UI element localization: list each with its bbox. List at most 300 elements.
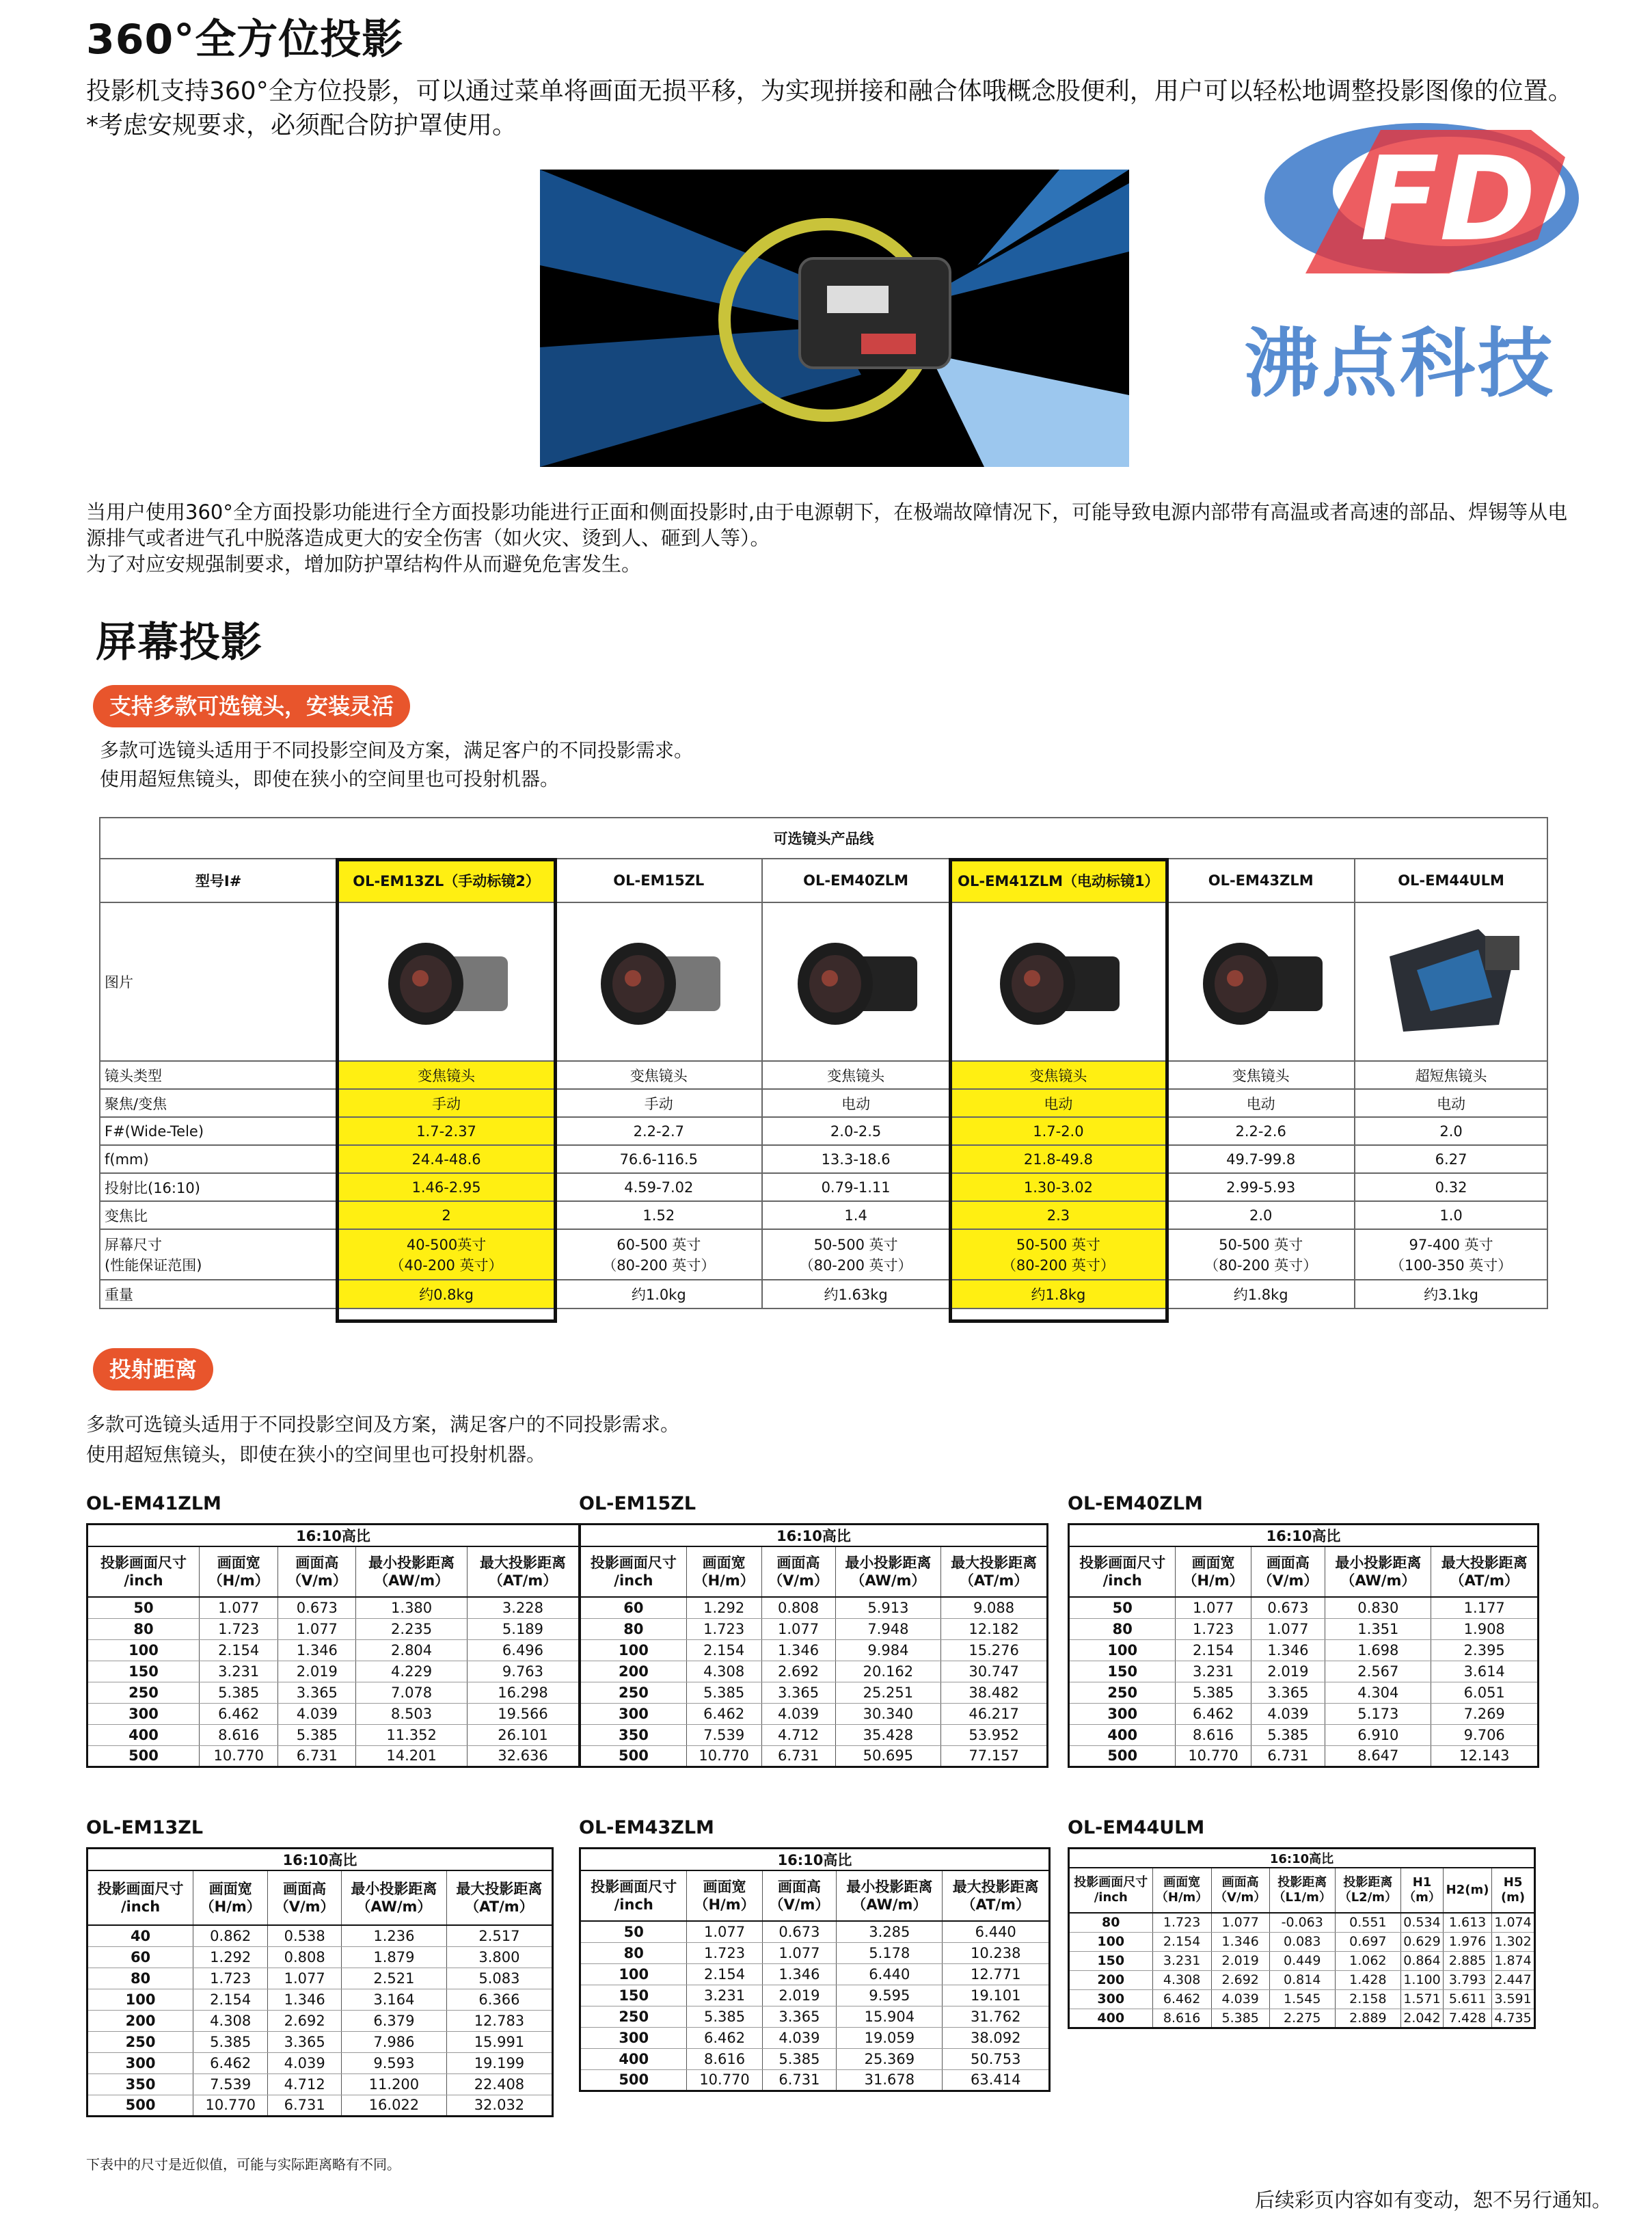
value-cell: 1.346 (268, 1989, 342, 2010)
column-header-line-1: 最大投影距离 (951, 1555, 1038, 1571)
column-header (268, 1870, 342, 1925)
value-cell: 1.723 (686, 1618, 761, 1639)
value-cell: 0.673 (762, 1921, 837, 1942)
screen-size-range: （80-200 英寸） (1204, 1257, 1318, 1274)
value-cell: 19.566 (467, 1703, 579, 1724)
column-header (943, 1870, 1050, 1921)
column-header-line-2: /inch (124, 1572, 163, 1589)
value-cell: 2.395 (1431, 1639, 1539, 1661)
weight-value: 约1.0kg (556, 1280, 762, 1308)
distance-table-title: OL-EM43ZLM (579, 1817, 714, 1838)
value-cell: 4.308 (193, 2010, 268, 2031)
value-cell: 3.231 (687, 1985, 762, 2006)
spec-label-6: 变焦比 (100, 1201, 337, 1229)
screen-size-label-1: 屏幕尺寸 (105, 1237, 162, 1253)
value-cell: 5.189 (467, 1618, 579, 1639)
screen-size-cell: 100 (580, 1963, 687, 1985)
spec-value: 2.0 (1167, 1201, 1355, 1229)
value-cell: 1.346 (761, 1639, 835, 1661)
value-cell: 3.228 (467, 1597, 579, 1618)
screen-size-cell: 40 (87, 1925, 193, 1946)
screen-size-value (556, 1229, 762, 1280)
distance-table-title: OL-EM44ULM (1068, 1817, 1205, 1838)
column-header-line-1: 画面宽 (1191, 1555, 1235, 1571)
distance-table-title: OL-EM41ZLM (86, 1493, 221, 1514)
value-cell: 10.770 (193, 2095, 268, 2116)
column-header-line-2: （AT/m） (1450, 1572, 1519, 1589)
value-cell: 38.482 (941, 1682, 1048, 1703)
ratio-header: 16:10高比 (580, 1525, 1048, 1547)
value-cell: 5.385 (762, 2048, 837, 2069)
value-cell: 50.695 (835, 1745, 941, 1767)
value-cell: 5.385 (687, 2006, 762, 2027)
screen-size-main: 97-400 英寸 (1409, 1237, 1493, 1253)
value-cell: 2.154 (686, 1639, 761, 1661)
lens-photo-cell-1 (337, 902, 556, 1061)
ratio-header: 16:10高比 (1069, 1849, 1535, 1868)
safety-note-2: 源排气或者进气孔中脱落造成更大的安全伤害（如火灾、烫到人、砸到人等）。 (86, 526, 770, 550)
value-cell: 4.735 (1492, 2009, 1535, 2028)
column-header-line-1: 画面高 (777, 1879, 821, 1895)
screen-size-cell: 200 (580, 1661, 687, 1682)
screen-size-cell: 400 (1069, 2009, 1153, 2028)
spec-value: 2.99-5.93 (1167, 1173, 1355, 1201)
safety-notes (86, 499, 1624, 577)
value-cell: 1.302 (1492, 1932, 1535, 1951)
column-header (1335, 1868, 1400, 1913)
value-cell: 6.462 (686, 1703, 761, 1724)
column-header-line-1: 投影画面尺寸 (100, 1555, 187, 1571)
screen-size-cell: 80 (1069, 1618, 1176, 1639)
value-cell: 1.077 (687, 1921, 762, 1942)
value-cell: 1.879 (341, 1946, 446, 1968)
value-cell: 1.380 (356, 1597, 468, 1618)
screen-size-main: 50-500 英寸 (813, 1237, 898, 1253)
screen-size-cell: 300 (580, 1703, 687, 1724)
lens-photo-cell-6 (1355, 902, 1547, 1061)
value-cell: 2.521 (341, 1968, 446, 1989)
value-cell: 0.864 (1400, 1951, 1443, 1970)
column-header (761, 1546, 835, 1597)
spec-value: 超短焦镜头 (1355, 1061, 1547, 1089)
value-cell: 5.385 (193, 2031, 268, 2052)
column-header-line-2: （m） (1403, 1890, 1441, 1905)
value-cell: 5.611 (1444, 1989, 1492, 2009)
value-cell: 6.366 (446, 1989, 552, 2010)
column-header (1269, 1868, 1335, 1913)
column-header-line-2: （V/m） (769, 1896, 830, 1913)
value-cell: 6.462 (199, 1703, 277, 1724)
column-header-line-1: 画面高 (283, 1881, 327, 1897)
value-cell: 7.428 (1444, 2009, 1492, 2028)
screen-size-cell: 100 (1069, 1932, 1153, 1951)
spec-value: 6.27 (1355, 1145, 1547, 1173)
screen-size-cell: 50 (87, 1597, 200, 1618)
value-cell: 6.731 (761, 1745, 835, 1767)
lens-photo-cell-2 (556, 902, 762, 1061)
value-cell: 4.712 (268, 2073, 342, 2095)
spec-value: 1.30-3.02 (950, 1173, 1167, 1201)
value-cell: 2.154 (1152, 1932, 1211, 1951)
value-cell: 12.182 (941, 1618, 1048, 1639)
column-header (580, 1546, 687, 1597)
value-cell: 5.178 (837, 1942, 943, 1963)
screen-size-cell: 250 (1069, 1682, 1176, 1703)
value-cell: 1.346 (1251, 1639, 1325, 1661)
value-cell: 6.731 (268, 2095, 342, 2116)
value-cell: 1.292 (686, 1597, 761, 1618)
screen-size-cell: 100 (87, 1639, 200, 1661)
screen-size-cell: 80 (1069, 1913, 1153, 1932)
value-cell: 1.077 (762, 1942, 837, 1963)
value-cell: 10.770 (686, 1745, 761, 1767)
weight-label: 重量 (100, 1280, 337, 1308)
value-cell: 8.616 (1152, 2009, 1211, 2028)
value-cell: 6.910 (1325, 1724, 1431, 1745)
column-header (199, 1546, 277, 1597)
value-cell: 0.814 (1269, 1970, 1335, 1989)
value-cell: 2.019 (278, 1661, 356, 1682)
ratio-header: 16:10高比 (87, 1525, 580, 1547)
screen-size-value (1355, 1229, 1547, 1280)
value-cell: 7.539 (686, 1724, 761, 1745)
value-cell: 0.862 (193, 1925, 268, 1946)
value-cell: 6.462 (687, 2027, 762, 2048)
screen-size-cell: 50 (1069, 1597, 1176, 1618)
screen-size-cell: 300 (1069, 1989, 1153, 2009)
footer-note: 下表中的尺寸是近似值，可能与实际距离略有不同。 (86, 2156, 401, 2173)
value-cell: 31.678 (837, 2069, 943, 2091)
value-cell: 2.019 (762, 1985, 837, 2006)
screen-size-cell: 500 (87, 1745, 200, 1767)
value-cell: 7.539 (193, 2073, 268, 2095)
value-cell: 6.440 (837, 1963, 943, 1985)
screen-size-cell: 60 (87, 1946, 193, 1968)
lens-photo-1 (371, 915, 522, 1045)
value-cell: 1.613 (1444, 1913, 1492, 1932)
value-cell: 2.019 (1211, 1951, 1269, 1970)
value-cell: 46.217 (941, 1703, 1048, 1724)
value-cell: 5.083 (446, 1968, 552, 1989)
model-name-3: OL-EM40ZLM (762, 859, 950, 902)
column-header-line-1: 投影距离 (1277, 1875, 1327, 1890)
spec-value: 变焦镜头 (1167, 1061, 1355, 1089)
value-cell: 35.428 (835, 1724, 941, 1745)
value-cell: 0.449 (1269, 1951, 1335, 1970)
value-cell: 3.231 (199, 1661, 277, 1682)
value-cell: 1.723 (193, 1968, 268, 1989)
spec-value: 1.0 (1355, 1201, 1547, 1229)
ratio-header: 16:10高比 (1069, 1525, 1539, 1547)
column-header (1325, 1546, 1431, 1597)
value-cell: 0.534 (1400, 1913, 1443, 1932)
value-cell: 2.158 (1335, 1989, 1400, 2009)
value-cell: 15.991 (446, 2031, 552, 2052)
value-cell: 4.039 (1211, 1989, 1269, 2009)
column-header-line-1: 最大投影距离 (456, 1881, 543, 1897)
intro-line-2: *考虑安规要求，必须配合防护罩使用。 (86, 111, 517, 139)
value-cell: 19.059 (837, 2027, 943, 2048)
spec-value: 变焦镜头 (762, 1061, 950, 1089)
throw-desc-1: 多款可选镜头适用于不同投影空间及方案，满足客户的不同投影需求。 (86, 1413, 680, 1436)
value-cell: 1.723 (1152, 1913, 1211, 1932)
screen-size-main: 60-500 英寸 (617, 1237, 701, 1253)
column-header-line-2: （AT/m） (959, 1572, 1029, 1589)
spec-value: 电动 (950, 1089, 1167, 1117)
value-cell: 3.365 (761, 1682, 835, 1703)
value-cell: 4.039 (278, 1703, 356, 1724)
screen-size-cell: 150 (1069, 1661, 1176, 1682)
column-header-line-2: /inch (120, 1898, 161, 1915)
spec-value: 2.0-2.5 (762, 1117, 950, 1145)
spec-value: 76.6-116.5 (556, 1145, 762, 1173)
column-header (193, 1870, 268, 1925)
value-cell: 1.077 (1211, 1913, 1269, 1932)
spec-value: 24.4-48.6 (337, 1145, 556, 1173)
column-header-line-2: （H/m） (693, 1572, 755, 1589)
value-cell: 1.292 (193, 1946, 268, 1968)
value-cell: 1.874 (1492, 1951, 1535, 1970)
value-cell: 5.385 (1211, 2009, 1269, 2028)
column-header (1492, 1868, 1535, 1913)
lens-desc-1: 多款可选镜头适用于不同投影空间及方案，满足客户的不同投影需求。 (100, 739, 694, 762)
value-cell: 19.199 (446, 2052, 552, 2073)
value-cell: 0.538 (268, 1925, 342, 1946)
value-cell: 1.100 (1400, 1970, 1443, 1989)
value-cell: 20.162 (835, 1661, 941, 1682)
screen-size-cell: 350 (87, 2073, 193, 2095)
value-cell: 1.236 (341, 1925, 446, 1946)
model-name-4: OL-EM41ZLM（电动标镜1） (950, 859, 1167, 902)
value-cell: 25.251 (835, 1682, 941, 1703)
value-cell: 63.414 (943, 2069, 1050, 2091)
column-header (837, 1870, 943, 1921)
value-cell: 8.616 (1176, 1724, 1251, 1745)
value-cell: 9.088 (941, 1597, 1048, 1618)
screen-size-range: （80-200 英寸） (1001, 1257, 1115, 1274)
column-header-line-1: 最大投影距离 (479, 1555, 566, 1571)
value-cell: 1.077 (1176, 1597, 1251, 1618)
value-cell: 2.154 (1176, 1639, 1251, 1661)
weight-value: 约0.8kg (337, 1280, 556, 1308)
column-header-line-2: （AW/m） (850, 1572, 926, 1589)
column-header-line-1: H2(m) (1446, 1883, 1489, 1897)
screen-size-cell: 150 (87, 1661, 200, 1682)
column-header (87, 1546, 200, 1597)
column-header-line-1: H5 (1503, 1875, 1523, 1890)
value-cell: 3.231 (1176, 1661, 1251, 1682)
value-cell: 2.154 (687, 1963, 762, 1985)
screen-size-cell: 100 (580, 1639, 687, 1661)
value-cell: 1.976 (1444, 1932, 1492, 1951)
column-header (1152, 1868, 1211, 1913)
lens-photo-cell-3 (762, 902, 950, 1061)
column-header-line-1: 最小投影距离 (1335, 1555, 1422, 1571)
column-header-line-2: /inch (614, 1572, 653, 1589)
screen-size-cell: 50 (580, 1921, 687, 1942)
screen-size-value (950, 1229, 1167, 1280)
model-name-2: OL-EM15ZL (556, 859, 762, 902)
column-header-line-1: 最大投影距离 (1441, 1555, 1528, 1571)
column-header-line-1: 投影画面尺寸 (1079, 1555, 1166, 1571)
value-cell: 6.051 (1431, 1682, 1539, 1703)
value-cell: 1.177 (1431, 1597, 1539, 1618)
safety-note-1: 当用户使用360°全方面投影功能进行全方面投影功能进行正面和侧面投影时,由于电源朝下，在极端故障情况下，可能导致电源内部带有高温或者高速的部品、焊锡等从电 (86, 500, 1568, 524)
value-cell: 1.062 (1335, 1951, 1400, 1970)
model-label: 型号I# (100, 859, 337, 902)
value-cell: 2.692 (268, 2010, 342, 2031)
spec-value: 1.7-2.0 (950, 1117, 1167, 1145)
model-name-1: OL-EM13ZL（手动标镜2） (337, 859, 556, 902)
value-cell: 3.365 (1251, 1682, 1325, 1703)
screen-size-cell: 500 (580, 2069, 687, 2091)
value-cell: 3.614 (1431, 1661, 1539, 1682)
weight-value: 约1.8kg (950, 1280, 1167, 1308)
value-cell: 4.039 (761, 1703, 835, 1724)
value-cell: 2.275 (1269, 2009, 1335, 2028)
value-cell: 1.571 (1400, 1989, 1443, 2009)
value-cell: 12.783 (446, 2010, 552, 2031)
column-header-line-2: （V/m） (1215, 1890, 1267, 1905)
lens-photo-4 (983, 915, 1133, 1045)
screen-size-range: （80-200 英寸） (799, 1257, 912, 1274)
value-cell: 8.616 (687, 2048, 762, 2069)
screen-size-main: 40-500英寸 (406, 1237, 487, 1253)
spec-value: 电动 (1167, 1089, 1355, 1117)
section-title-screen: 屏幕投影 (96, 619, 262, 667)
column-header-line-1: 画面宽 (702, 1555, 746, 1571)
column-header (1251, 1546, 1325, 1597)
value-cell: 1.077 (278, 1618, 356, 1639)
column-header-line-2: （AW/m） (852, 1896, 927, 1913)
distance-table (579, 1523, 1048, 1768)
distance-table (86, 1847, 554, 2117)
value-cell: 22.408 (446, 2073, 552, 2095)
value-cell: 32.636 (467, 1745, 579, 1767)
value-cell: 6.731 (762, 2069, 837, 2091)
column-header-line-1: 画面宽 (208, 1881, 252, 1897)
column-header (341, 1870, 446, 1925)
value-cell: 9.984 (835, 1639, 941, 1661)
value-cell: 2.517 (446, 1925, 552, 1946)
screen-size-cell: 200 (87, 2010, 193, 2031)
column-header (467, 1546, 579, 1597)
value-cell: 8.503 (356, 1703, 468, 1724)
value-cell: 1.346 (762, 1963, 837, 1985)
value-cell: 1.077 (1251, 1618, 1325, 1639)
column-header (835, 1546, 941, 1597)
column-header-line-1: 画面高 (295, 1555, 339, 1571)
value-cell: 6.462 (1176, 1703, 1251, 1724)
value-cell: 9.595 (837, 1985, 943, 2006)
spec-value: 手动 (556, 1089, 762, 1117)
column-header (278, 1546, 356, 1597)
value-cell: 1.723 (199, 1618, 277, 1639)
value-cell: 12.771 (943, 1963, 1050, 1985)
value-cell: 0.830 (1325, 1597, 1431, 1618)
lens-desc-2: 使用超短焦镜头，即使在狭小的空间里也可投射机器。 (100, 768, 560, 790)
svg-text:FD: FD (1360, 132, 1536, 267)
distance-table-title: OL-EM40ZLM (1068, 1493, 1203, 1514)
value-cell: 0.551 (1335, 1913, 1400, 1932)
weight-value: 约1.8kg (1167, 1280, 1355, 1308)
lens-photo-5 (1186, 915, 1336, 1045)
value-cell: 4.304 (1325, 1682, 1431, 1703)
logo-text: 沸点科技 (1244, 320, 1556, 407)
column-header (1211, 1868, 1269, 1913)
spec-value: 变焦镜头 (556, 1061, 762, 1089)
lens-product-table (99, 817, 1548, 1309)
throw-desc-2: 使用超短焦镜头，即使在狭小的空间里也可投射机器。 (86, 1443, 546, 1466)
throw-distance-pill: 投射距离 (93, 1348, 213, 1391)
value-cell: 2.889 (1335, 2009, 1400, 2028)
column-header-line-1: 画面高 (1266, 1555, 1310, 1571)
column-header (687, 1870, 762, 1921)
projector-360-image (540, 170, 1129, 467)
model-name-5: OL-EM43ZLM (1167, 859, 1355, 902)
spec-value: 49.7-99.8 (1167, 1145, 1355, 1173)
value-cell: 19.101 (943, 1985, 1050, 2006)
value-cell: 0.629 (1400, 1932, 1443, 1951)
spec-value: 1.7-2.37 (337, 1117, 556, 1145)
column-header-line-1: 最小投影距离 (351, 1881, 437, 1897)
value-cell: 1.698 (1325, 1639, 1431, 1661)
value-cell: 1.346 (1211, 1932, 1269, 1951)
value-cell: 5.385 (199, 1682, 277, 1703)
lens-photo-6 (1376, 915, 1526, 1045)
column-header (1400, 1868, 1443, 1913)
distance-table-title: OL-EM15ZL (579, 1493, 696, 1514)
column-header (87, 1870, 193, 1925)
screen-size-cell: 250 (87, 1682, 200, 1703)
screen-size-cell: 300 (580, 2027, 687, 2048)
column-header-line-2: （H/m） (1182, 1572, 1244, 1589)
screen-size-value (1167, 1229, 1355, 1280)
screen-size-cell: 400 (87, 1724, 200, 1745)
value-cell: 5.385 (278, 1724, 356, 1745)
column-header (356, 1546, 468, 1597)
screen-size-cell: 400 (580, 2048, 687, 2069)
value-cell: 4.712 (761, 1724, 835, 1745)
column-header-line-1: 最小投影距离 (368, 1555, 455, 1571)
value-cell: -0.063 (1269, 1913, 1335, 1932)
value-cell: 3.285 (837, 1921, 943, 1942)
value-cell: 5.385 (1251, 1724, 1325, 1745)
value-cell: 14.201 (356, 1745, 468, 1767)
spec-value: 4.59-7.02 (556, 1173, 762, 1201)
column-header-line-1: 画面高 (776, 1555, 820, 1571)
value-cell: 3.365 (278, 1682, 356, 1703)
value-cell: 0.673 (278, 1597, 356, 1618)
value-cell: 1.723 (687, 1942, 762, 1963)
value-cell: 10.238 (943, 1942, 1050, 1963)
value-cell: 1.077 (761, 1618, 835, 1639)
value-cell: 1.346 (278, 1639, 356, 1661)
column-header (1069, 1546, 1176, 1597)
value-cell: 6.731 (1251, 1745, 1325, 1767)
screen-size-cell: 80 (87, 1968, 193, 1989)
value-cell: 4.308 (686, 1661, 761, 1682)
column-header-line-1: 最小投影距离 (845, 1555, 932, 1571)
distance-table (1068, 1523, 1539, 1768)
spec-value: 1.52 (556, 1201, 762, 1229)
screen-size-cell: 350 (580, 1724, 687, 1745)
value-cell: 7.078 (356, 1682, 468, 1703)
column-header-line-1: 画面宽 (703, 1879, 746, 1895)
screen-size-cell: 500 (580, 1745, 687, 1767)
value-cell: 30.340 (835, 1703, 941, 1724)
column-header-line-2: （V/m） (1258, 1572, 1318, 1589)
